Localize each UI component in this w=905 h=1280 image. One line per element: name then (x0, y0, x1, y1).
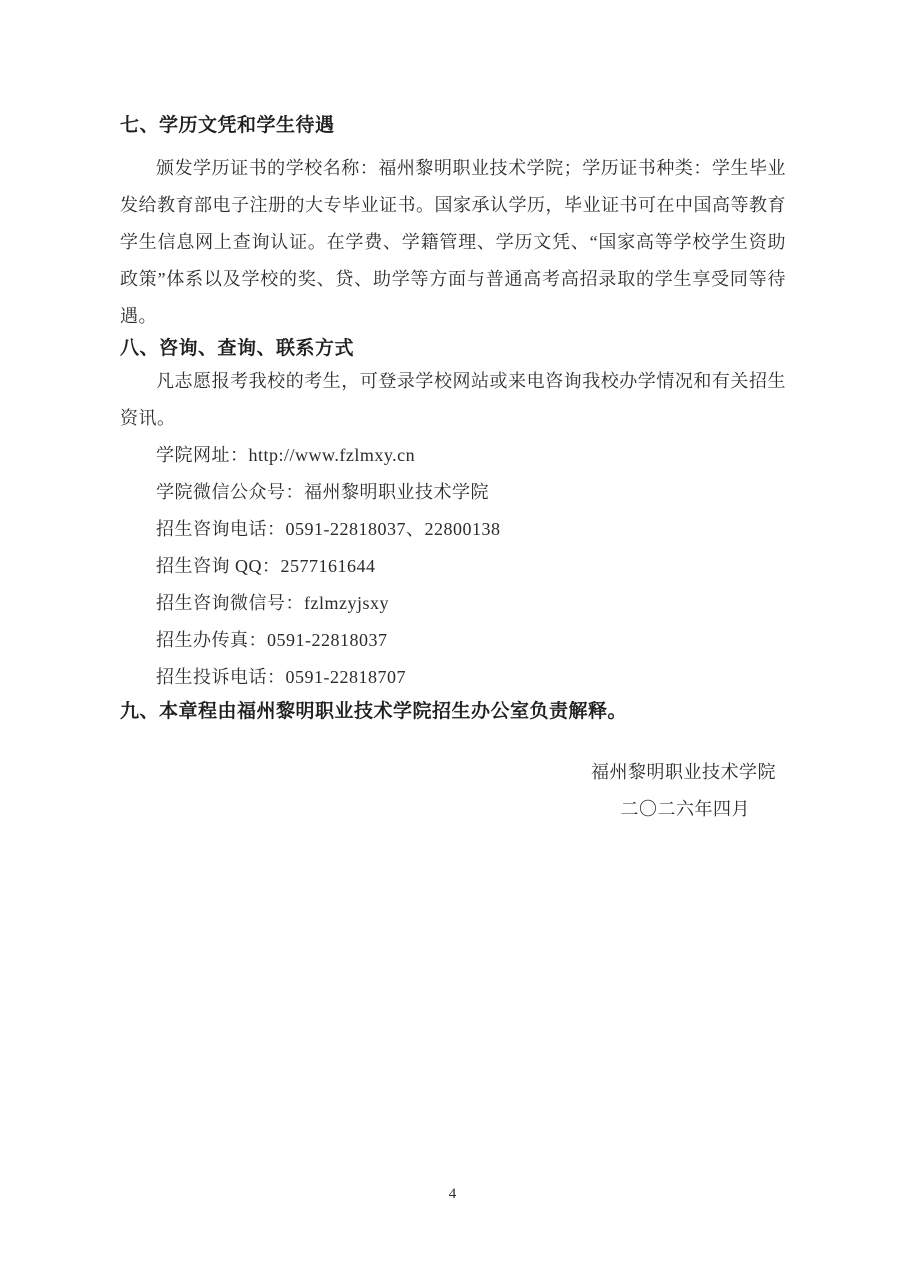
signature-block (120, 754, 786, 828)
contact-wechat-official-account: 学院微信公众号：福州黎明职业技术学院 (156, 482, 489, 502)
section-7-heading: 七、学历文凭和学生待遇 (120, 115, 335, 136)
section-8-heading: 八、咨询、查询、联系方式 (120, 338, 355, 359)
contact-admissions-phone: 招生咨询电话：0591-22818037、22800138 (156, 519, 501, 539)
signature-school-name: 福州黎明职业技术学院 (591, 762, 776, 782)
contact-list (120, 437, 786, 696)
section-8-paragraph: 凡志愿报考我校的考生，可登录学校网站或来电咨询我校办学情况和有关招生资讯。 (120, 371, 786, 428)
page-number: 4 (448, 1186, 457, 1202)
contact-admissions-fax: 招生办传真：0591-22818037 (156, 630, 388, 650)
contact-website: 学院网址：http://www.fzlmxy.cn (156, 445, 416, 465)
contact-admissions-qq: 招生咨询 QQ：2577161644 (156, 556, 376, 576)
section-7-paragraph: 颁发学历证书的学校名称：福州黎明职业技术学院；学历证书种类：学生毕业发给教育部电子注册的大专毕业证书。国家承认学历，毕业证书可在中国高等教育学生信息网上查询认证。在学费、学籍管理、学历文凭、“国家高等学校学生资助政策”体系以及学校的奖、贷、助学等方面与普通高考高招录取的学生享受同等待遇。 (120, 158, 786, 326)
contact-admissions-wechat-id: 招生咨询微信号：fzlmzyjsxy (156, 593, 389, 613)
section-9-heading: 九、本章程由福州黎明职业技术学院招生办公室负责解释。 (120, 701, 628, 722)
contact-complaint-phone: 招生投诉电话：0591-22818707 (156, 667, 406, 687)
signature-date: 二〇二六年四月 (620, 799, 750, 819)
